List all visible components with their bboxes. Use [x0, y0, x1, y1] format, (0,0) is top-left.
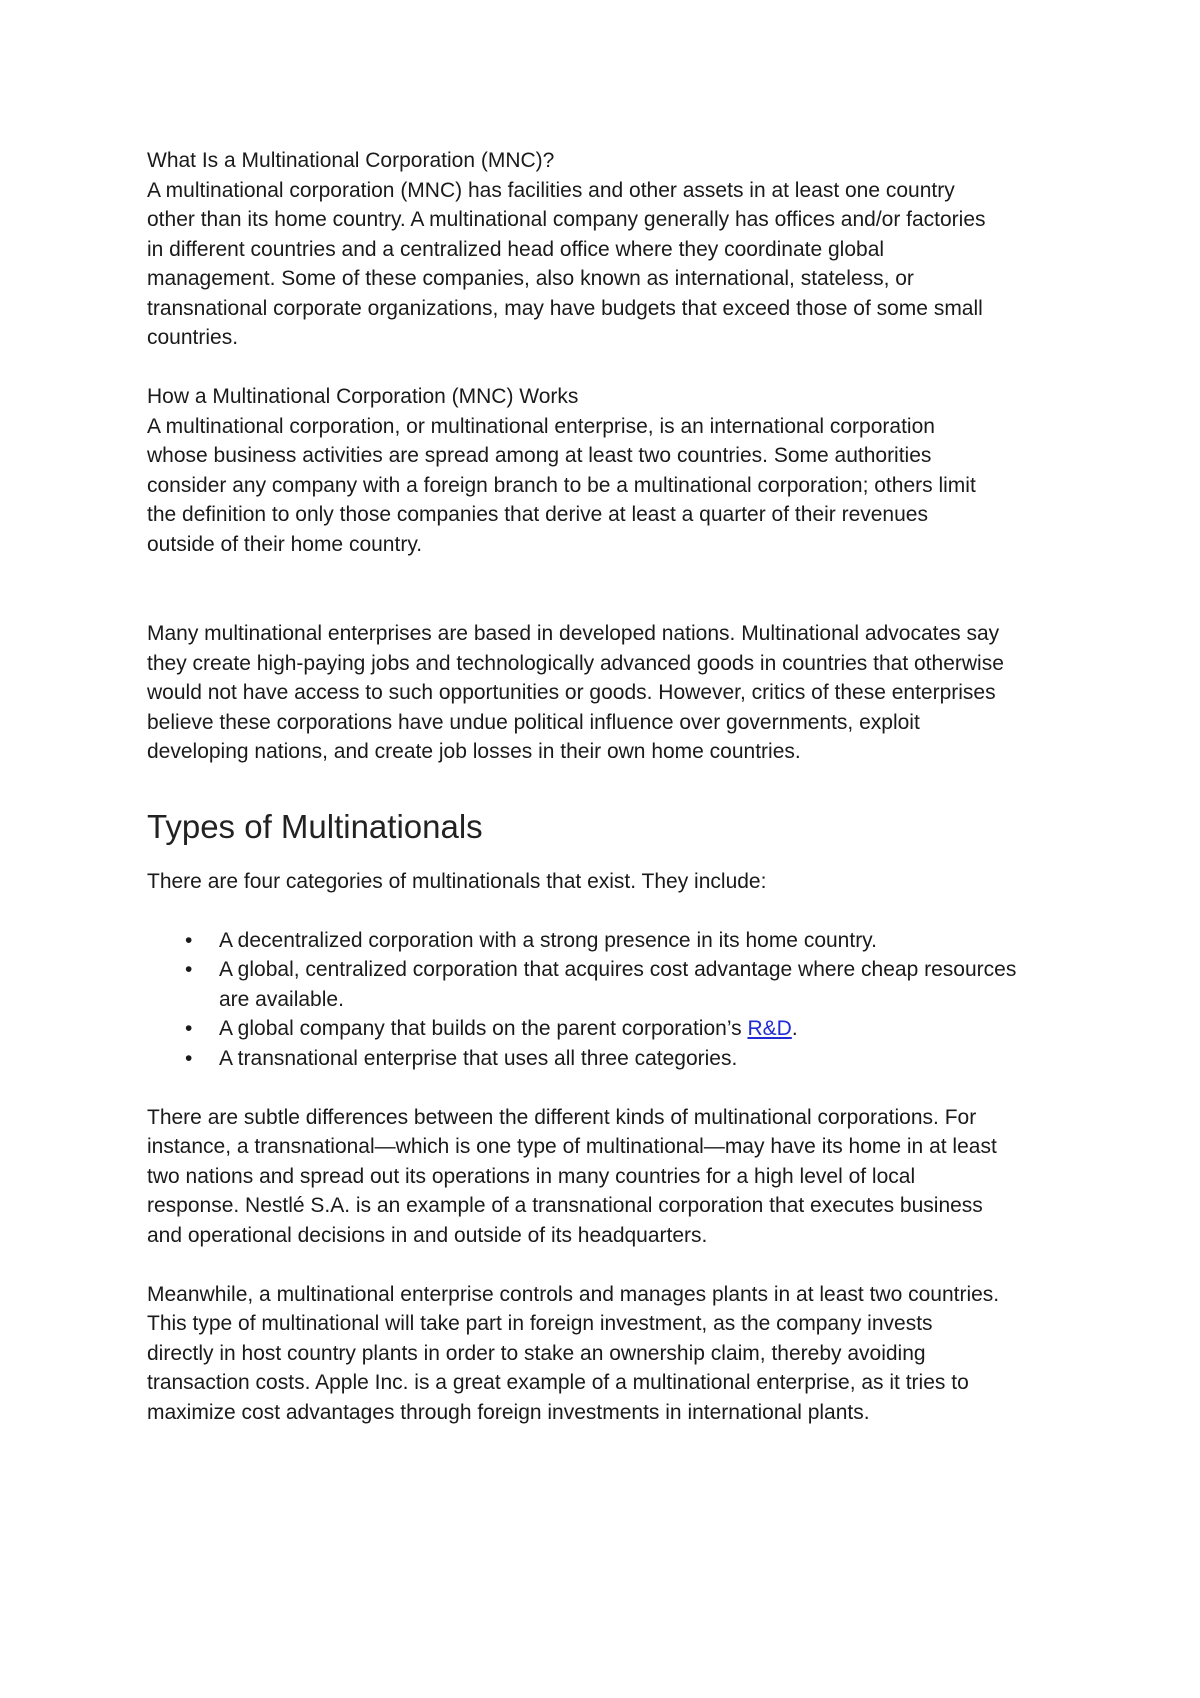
text-line: There are subtle differences between the different kinds of multinational corporations. For — [147, 1105, 977, 1129]
types-bullet-list — [147, 926, 1067, 1074]
text-line: management. Some of these companies, also known as international, stateless, or — [147, 267, 914, 290]
bullet-icon: • — [185, 958, 193, 981]
text-line: are available. — [219, 987, 344, 1011]
text-line: consider any company with a foreign branch to be a multinational corporation; others limit — [147, 473, 976, 497]
text-line: would not have access to such opportunities or goods. However, critics of these enterprises — [147, 681, 996, 704]
section-heading-types: Types of Multinationals — [147, 807, 483, 845]
list-item — [147, 1044, 1067, 1074]
text-line: Meanwhile, a multinational enterprise controls and manages plants in at least two countries. — [147, 1282, 1000, 1306]
text-line — [219, 1014, 1067, 1044]
text-line: they create high-paying jobs and technologically advanced goods in countries that otherwise — [147, 651, 1004, 675]
text-line: countries. — [147, 326, 239, 349]
text-line: believe these corporations have undue political influence over governments, exploit — [147, 710, 920, 734]
paragraph-multinational-enterprise — [147, 1280, 1067, 1428]
text-line: Many multinational enterprises are based in developed nations. Multinational advocates say — [147, 622, 1000, 645]
text-line: two nations and spread out its operations in many countries for a high level of local — [147, 1164, 916, 1188]
text-line: A multinational corporation, or multinational enterprise, is an international corporation — [147, 414, 935, 438]
text-line: maximize cost advantages through foreign investments in international plants. — [147, 1400, 870, 1424]
text-line: This type of multinational will take part in foreign investment, as the company invests — [147, 1312, 933, 1335]
blank-line — [147, 559, 1067, 589]
text-line: developing nations, and create job losses in their own home countries. — [147, 740, 801, 763]
text-line: transnational corporate organizations, may have budgets that exceed those of some small — [147, 296, 983, 320]
bullet-icon: • — [185, 928, 193, 952]
paragraph-transnational — [147, 1103, 1067, 1251]
text-line: in different countries and a centralized head office where they coordinate global — [147, 237, 885, 261]
text-line: A global, centralized corporation that acquires cost advantage where cheap resources — [219, 958, 1017, 981]
blank-line — [147, 589, 1067, 619]
paragraph-how-mnc-works — [147, 382, 1067, 559]
paragraph-what-is-mnc — [147, 146, 1067, 353]
text-line: transaction costs. Apple Inc. is a great example of a multinational enterprise, as it tries to — [147, 1371, 969, 1394]
text-line: outside of their home country. — [147, 532, 423, 556]
text-line: instance, a transnational—which is one type of multinational—may have its home in at least — [147, 1135, 997, 1158]
document-page — [147, 146, 1067, 1427]
bullet-icon: • — [185, 1017, 193, 1040]
text-line: A decentralized corporation with a strong presence in its home country. — [219, 928, 877, 952]
text-line: and operational decisions in and outside of its headquarters. — [147, 1223, 708, 1247]
text-line: response. Nestlé S.A. is an example of a transnational corporation that executes business — [147, 1194, 983, 1217]
text-line: There are four categories of multinationals that exist. They include: — [147, 869, 767, 893]
text-fragment: A global company that builds on the parent corporation’s — [219, 1017, 748, 1040]
types-intro — [147, 867, 1067, 897]
list-item — [147, 1014, 1067, 1044]
text-line: whose business activities are spread among at least two countries. Some authorities — [147, 444, 932, 467]
text-line: the definition to only those companies that derive at least a quarter of their revenues — [147, 503, 928, 526]
bullet-icon: • — [185, 1046, 193, 1070]
text-line: other than its home country. A multinational company generally has offices and/or factories — [147, 208, 986, 231]
list-item — [147, 955, 1067, 1014]
text-line: A transnational enterprise that uses all three categories. — [219, 1046, 738, 1070]
list-item — [147, 926, 1067, 956]
paragraph-title: What Is a Multinational Corporation (MNC)? — [147, 149, 555, 172]
paragraph-title: How a Multinational Corporation (MNC) Works — [147, 385, 579, 408]
text-line: directly in host country plants in order to stake an ownership claim, thereby avoiding — [147, 1341, 926, 1365]
paragraph-advocates-critics — [147, 619, 1067, 767]
text-line: A multinational corporation (MNC) has facilities and other assets in at least one country — [147, 178, 955, 202]
rd-link[interactable]: R&D — [747, 1017, 792, 1040]
text-fragment: . — [791, 1017, 798, 1040]
